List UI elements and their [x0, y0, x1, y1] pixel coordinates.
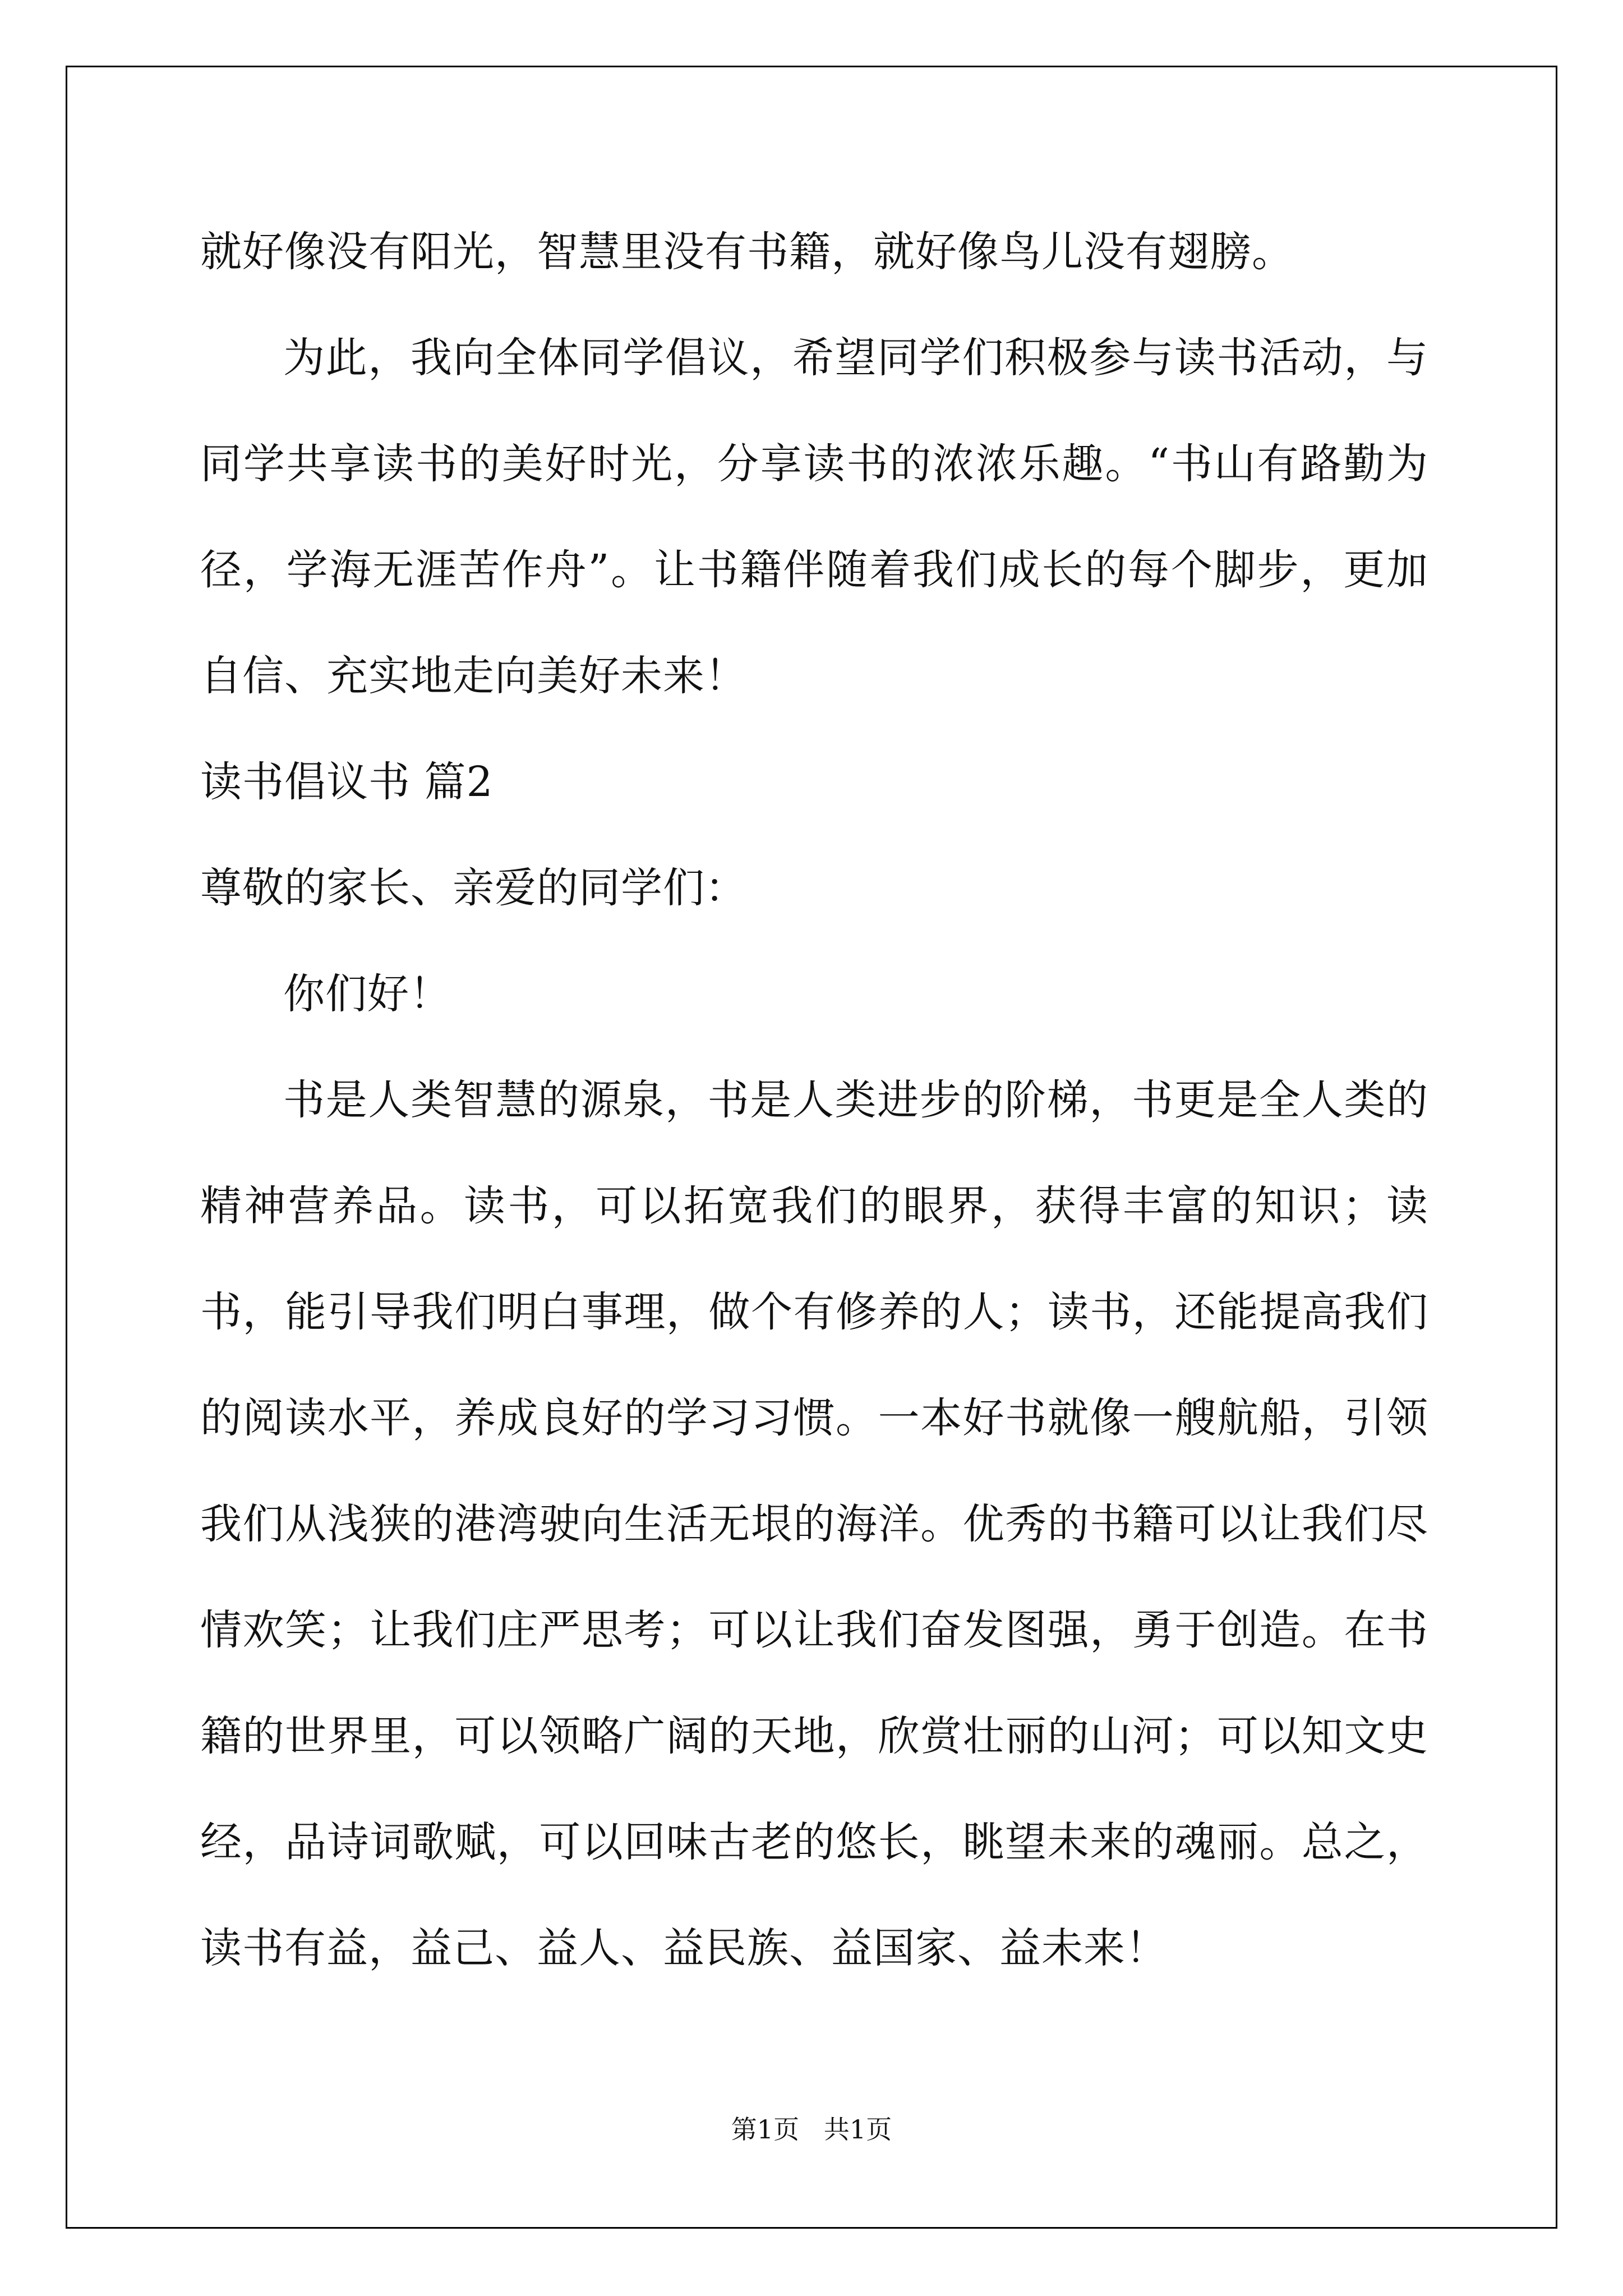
paragraph-proposal: 为此，我向全体同学倡议，希望同学们积极参与读书活动，与同学共享读书的美好时光，分享读书的浓浓乐趣。“书山有路勤为径，学海无涯苦作舟”。让书籍伴随着我们成长的每个脚步，更加自信、充实地走向美好未来！: [200, 334, 1428, 700]
salutation: 尊敬的家长、亲爱的同学们：: [200, 864, 747, 912]
document-body: [200, 199, 1428, 2001]
paragraph-continued: 就好像没有阳光，智慧里没有书籍，就好像鸟儿没有翅膀。: [200, 228, 1294, 276]
section-title: 读书倡议书 篇2: [200, 758, 494, 806]
page-number-footer: 第1页 共1页: [731, 2114, 892, 2145]
paragraph-body: 书是人类智慧的源泉，书是人类进步的阶梯，书更是全人类的精神营养品。读书，可以拓宽我们的眼界，获得丰富的知识；读书，能引导我们明白事理，做个有修养的人；读书，还能提高我们的阅读水平，养成良好的学习习惯。一本好书就像一艘航船，引领我们从浅狭的港湾驶向生活无垠的海洋。优秀的书籍可以让我们尽情欢笑；让我们庄严思考；可以让我们奋发图强，勇于创造。在书籍的世界里，可以领略广阔的天地，欣赏壮丽的山河；可以知文史经，品诗词歌赋，可以回味古老的悠长，眺望未来的魂丽。总之，读书有益，益己、益人、益民族、益国家、益未来！: [200, 1076, 1428, 1972]
greeting: 你们好！: [283, 970, 451, 1018]
